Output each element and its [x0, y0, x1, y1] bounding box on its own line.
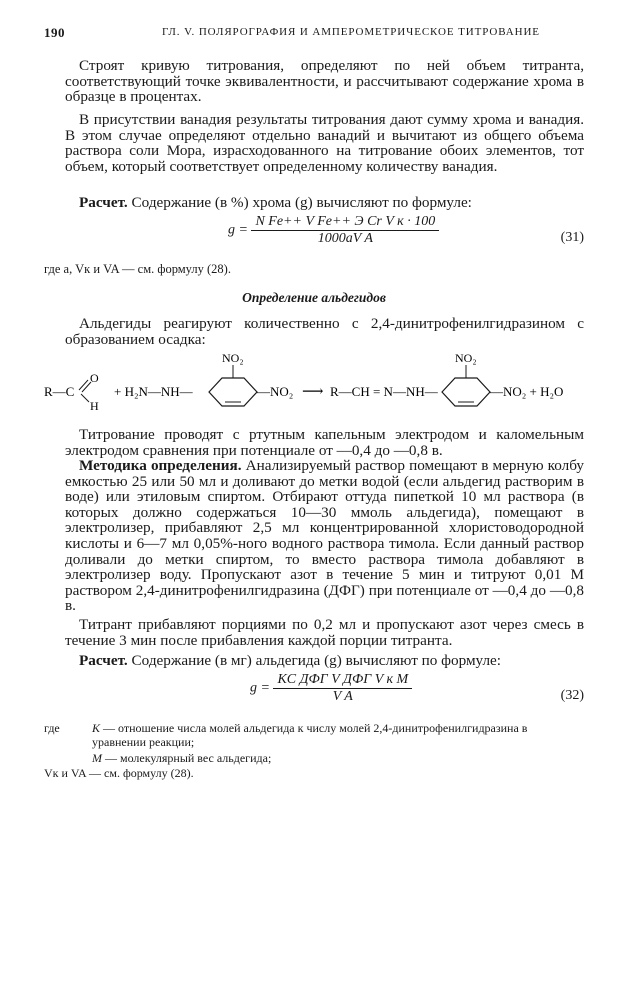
- formula-31: [228, 214, 439, 247]
- chapter-title: ГЛ. V. ПОЛЯРОГРАФИЯ И АМПЕРОМЕТРИЧЕСКОЕ ТИТРОВАНИЕ: [162, 26, 540, 38]
- calc-heading: Расчет.: [79, 194, 128, 211]
- legend-m-description: — молекулярный вес альдегида;: [105, 751, 272, 765]
- formula-31-numerator: N Fe++ V Fe++ Э Cr V к · 100: [251, 214, 439, 231]
- formula-32: [250, 672, 412, 705]
- product-fragment: R—CH = N—NH—: [330, 384, 438, 399]
- reactant-aldehyde: R—C: [44, 384, 75, 399]
- legend-k-symbol: K: [92, 721, 101, 735]
- formula-31-lhs: g =: [228, 222, 248, 238]
- paragraph-5: Титрование проводят с ртутным капельным электродом и каломельным электродом сравнения при потенциале от —0,4 до —0,8 в.: [65, 426, 584, 459]
- page-header: [44, 25, 584, 45]
- formula-31-note: где a, Vк и VA — см. формулу (28).: [44, 262, 231, 276]
- legend-k: [92, 721, 584, 749]
- ring-2-no2-right: —NO₂ + H₂O: [490, 384, 564, 399]
- hydrogen-label: H: [90, 399, 99, 413]
- paragraph-1: Строят кривую титрования, определяют по ней объем титранта, соответствующий точке эквивалентности, и рассчитывают содержание хрома в образце в процентах.: [65, 57, 584, 106]
- hydrazine-fragment: + H₂N—NH—: [114, 384, 193, 399]
- formula-32-lhs: g =: [250, 680, 270, 696]
- paragraph-3: Расчет. Содержание (в %) хрома (g) вычисляют по формуле:: [79, 194, 472, 211]
- legend-v: Vк и VA — см. формулу (28).: [44, 766, 194, 780]
- oxygen-label: O: [90, 371, 99, 385]
- legend-m-symbol: M: [92, 751, 102, 765]
- formula-31-number: (31): [560, 230, 584, 245]
- formula-32-number: (32): [560, 688, 584, 703]
- page-number: 190: [44, 25, 65, 40]
- formula-31-denominator: 1000aV A: [317, 231, 373, 246]
- ring-1-no2-right: —NO₂: [257, 384, 294, 399]
- section-title: Определение альдегидов: [242, 290, 386, 305]
- paragraph-8: Расчет. Содержание (в мг) альдегида (g) вычисляют по формуле:: [79, 652, 502, 669]
- calc-heading-2: Расчет.: [79, 652, 128, 669]
- double-bond-1: [79, 380, 88, 390]
- h-bond: [81, 394, 89, 402]
- method-heading: Методика определения.: [79, 457, 242, 474]
- formula-32-numerator: KC ДФГ V ДФГ V к M: [273, 672, 412, 689]
- legend-m: [92, 751, 271, 765]
- reaction-scheme: [44, 350, 589, 420]
- ring-2-no2-top: NO₂: [455, 351, 477, 365]
- legend-where: где: [44, 721, 60, 735]
- reaction-arrow: ⟶: [302, 384, 324, 400]
- formula-32-denominator: V A: [332, 689, 353, 704]
- paragraph-7: Титрант прибавляют порциями по 0,2 мл и пропускают азот через смесь в течение 3 мин после прибавления каждой порции титранта.: [65, 616, 584, 649]
- paragraph-4: Альдегиды реагируют количественно с 2,4-динитрофенилгидразином с образованием осадка:: [65, 315, 584, 348]
- paragraph-6: Методика определения. Анализируемый раствор помещают в мерную колбу емкостью 25 или 50 мл и доливают до метки водой (если альдегид растворим в воде) или этиловым спиртом. Отбирают оттуда пипеткой 10 мл раствора (в которых должно содержаться 10—30 ммоль альдегида), помещают в электролизер, прибавляют 2,5 мл концентрированной хлористоводородной кислоты и 6—7 мл 0,05%-ного водного раствора тимола. Если данный раствор доливали до метки спиртом, то вместо раствора тимола добавляют в электролизер воду. Пропускают азот в течение 5 мин и титруют 0,01 М раствором 2,4-динитрофенилгидразина (ДФГ) при потенциале от —0,4 до —0,8 в.: [65, 457, 584, 615]
- paragraph-2: В присутствии ванадия результаты титрования дают сумму хрома и ванадия. В этом случае определяют отдельно ванадий и вычитают из общего объема раствора соли Мора, израсходованного на титрование обоих элементов, тот объем, который соответствует определенному количеству ванадия.: [65, 111, 584, 175]
- legend-k-description: — отношение числа молей альдегида к числу молей 2,4-динитрофенилгидразина в уравнении реакции;: [92, 721, 528, 749]
- ring-1-no2-top: NO₂: [222, 351, 244, 365]
